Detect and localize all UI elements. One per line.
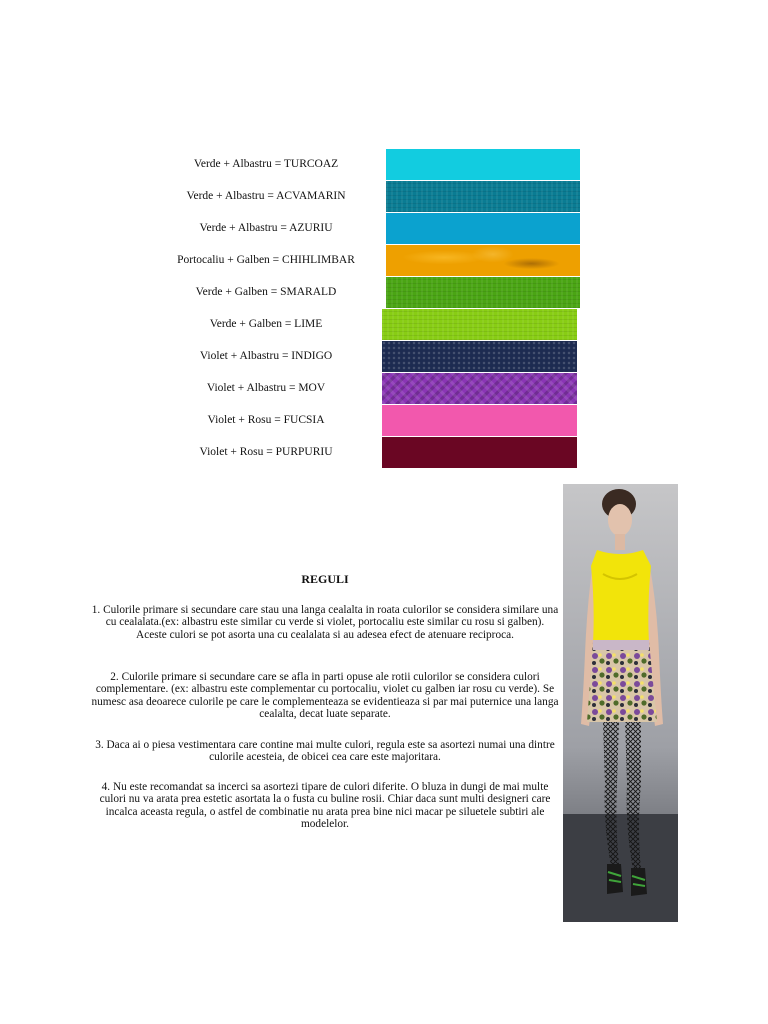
rule-paragraph: 3. Daca ai o piesa vestimentara care contine mai multe culori, regula este sa asortezi numai una dintre culorile acesteia, de obicei cea care este majoritara. — [95, 739, 555, 764]
color-mix-row — [0, 437, 768, 467]
color-mix-row — [0, 309, 768, 339]
color-mix-label: Violet + Rosu = FUCSIA — [207, 414, 325, 426]
color-mix-label: Verde + Albastru = TURCOAZ — [193, 158, 339, 170]
color-mix-row — [0, 405, 768, 435]
color-mix-label: Verde + Galben = LIME — [209, 318, 323, 330]
color-mix-row — [0, 149, 768, 179]
color-swatch — [382, 405, 577, 436]
color-mix-row — [0, 245, 768, 275]
color-swatch — [386, 277, 580, 308]
color-swatch — [382, 373, 577, 404]
color-mix-row — [0, 181, 768, 211]
color-mix-label: Violet + Albastru = MOV — [206, 382, 326, 394]
rule-paragraph: 2. Culorile primare si secundare care se afla in parti opuse ale rotii culorilor se considera culori complementare. (ex: albastru este complementar cu portocaliu, violet cu galben iar rosu cu verde). Se numesc asa deoarece culorile pe care le complementeaza se evidentieaza si par mai puternice una langa cealalta, decat luate separate. — [91, 671, 559, 721]
color-swatch — [386, 213, 580, 244]
color-mix-label: Verde + Albastru = AZURIU — [199, 222, 333, 234]
color-swatch — [382, 309, 577, 340]
color-mix-label: Verde + Galben = SMARALD — [195, 286, 337, 298]
color-swatch — [382, 437, 577, 468]
color-mix-label: Verde + Albastru = ACVAMARIN — [186, 190, 346, 202]
color-mix-label: Violet + Rosu = PURPURIU — [199, 446, 333, 458]
color-swatch — [386, 149, 580, 180]
runway-model-photo — [563, 484, 678, 922]
color-swatch — [386, 181, 580, 212]
rule-paragraph: 1. Culorile primare si secundare care stau una langa cealalta in roata culorilor se considera similare una cu cealalata.(ex: albastru este similar cu verde si violet, portocaliu este similar cu rosu si galben). Aceste culori se pot asorta una cu cealalata si au adesea efect de atenuare reciproca. — [91, 604, 559, 641]
color-swatch — [386, 245, 580, 276]
color-mix-row — [0, 373, 768, 403]
rule-paragraph: 4. Nu este recomandat sa incerci sa asortezi tipare de culori diferite. O bluza in dungi de mai multe culori nu va arata prea estetic asortata la o fusta cu buline rosii. Chiar daca sunt multi designeri care incalca aceasta regula, o astfel de combinatie nu arata prea bine nici macar pe siluetele subtiri ale modelelor. — [99, 781, 551, 831]
color-mix-row — [0, 213, 768, 243]
color-mix-row — [0, 277, 768, 307]
rules-title: REGULI — [301, 572, 349, 586]
color-swatch — [382, 341, 577, 372]
color-mix-label: Violet + Albastru = INDIGO — [199, 350, 333, 362]
color-mix-row — [0, 341, 768, 371]
color-mix-label: Portocaliu + Galben = CHIHLIMBAR — [177, 254, 355, 266]
